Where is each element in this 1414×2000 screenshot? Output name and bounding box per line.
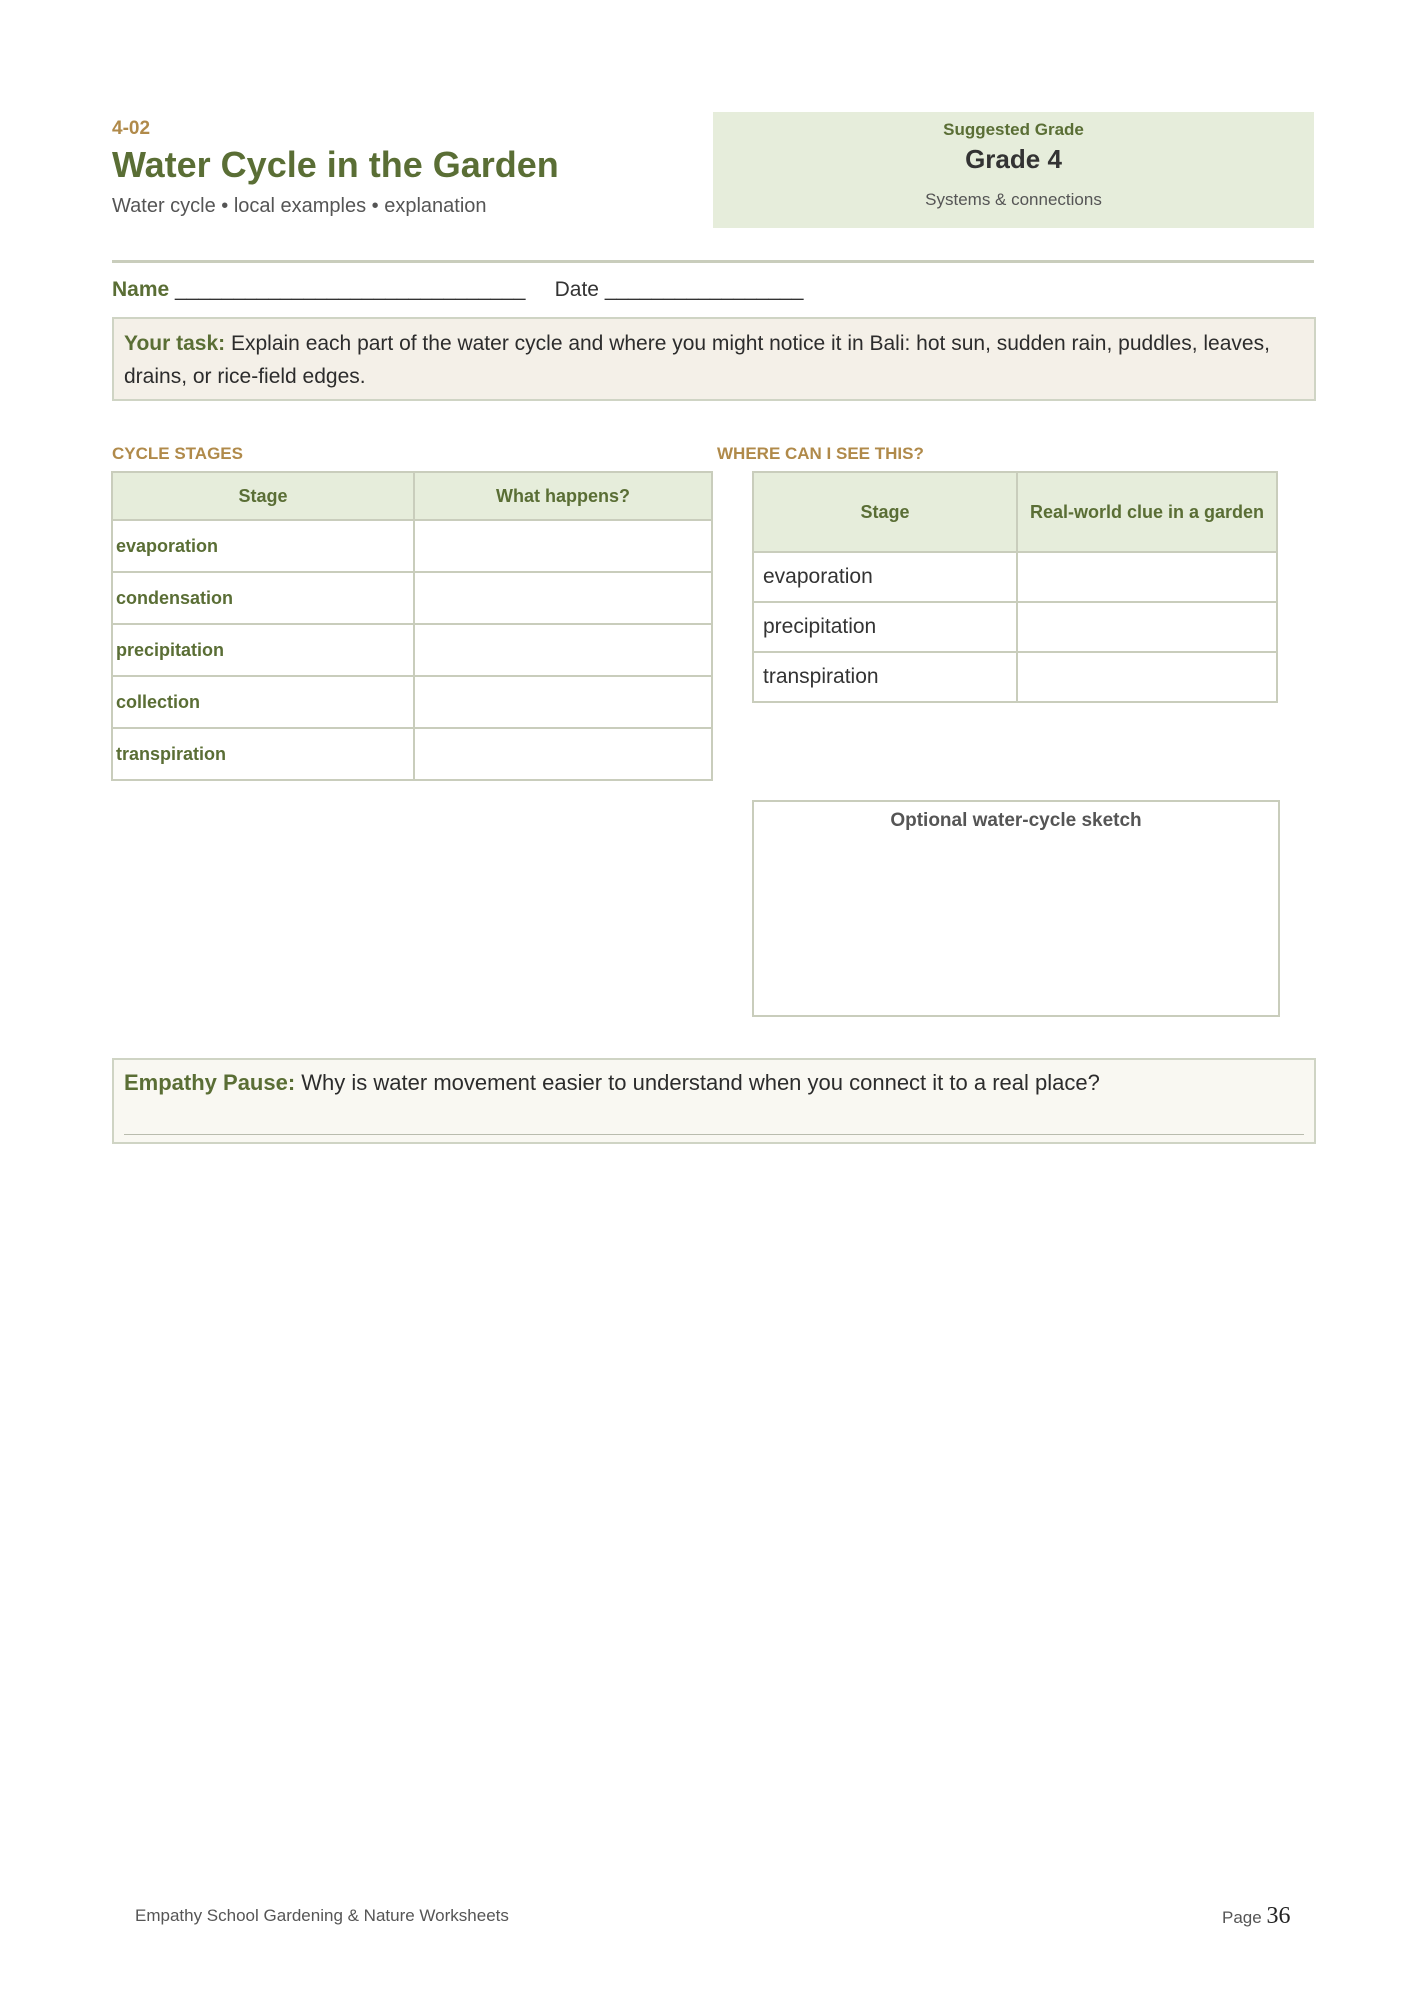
stage-cell: transpiration	[753, 652, 1017, 702]
answer-cell[interactable]	[1017, 552, 1277, 602]
stage-cell: condensation	[112, 572, 414, 624]
grade-box	[713, 112, 1314, 228]
table-row	[753, 552, 1277, 602]
table-row	[112, 728, 712, 780]
page-subtitle: Water cycle • local examples • explanation	[112, 195, 487, 217]
empathy-box	[112, 1058, 1316, 1144]
cycle-stages-table	[111, 471, 713, 781]
answer-cell[interactable]	[1017, 602, 1277, 652]
stage-cell: collection	[112, 676, 414, 728]
table-row	[753, 602, 1277, 652]
name-date-line	[112, 278, 803, 302]
column-header: Real-world clue in a garden	[1017, 472, 1277, 552]
name-blank[interactable]: ______________________________	[175, 278, 526, 301]
answer-cell[interactable]	[1017, 652, 1277, 702]
table-row	[112, 520, 712, 572]
footer-title: Empathy School Gardening & Nature Worksheets	[135, 1906, 509, 1925]
table-header-row	[753, 472, 1277, 552]
stage-cell: evaporation	[753, 552, 1017, 602]
date-blank[interactable]: _________________	[604, 278, 804, 301]
page-number-value: 36	[1266, 1903, 1291, 1929]
page-number	[1222, 1903, 1290, 1930]
table-row	[112, 624, 712, 676]
grade-label: Suggested Grade	[943, 120, 1084, 139]
task-label: Your task:	[124, 332, 226, 355]
column-header: Stage	[112, 472, 414, 520]
answer-cell[interactable]	[414, 728, 712, 780]
sketch-box[interactable]	[752, 800, 1280, 1017]
name-label: Name	[112, 278, 170, 301]
date-label: Date	[554, 278, 599, 301]
table-row	[112, 676, 712, 728]
answer-line[interactable]	[124, 1134, 1304, 1135]
sketch-label: Optional water-cycle sketch	[890, 810, 1142, 831]
column-header: What happens?	[414, 472, 712, 520]
table-header-row	[112, 472, 712, 520]
header-divider	[112, 260, 1314, 263]
worksheet-code: 4-02	[112, 118, 151, 139]
stage-cell: evaporation	[112, 520, 414, 572]
where-heading: WHERE CAN I SEE THIS?	[717, 444, 924, 463]
answer-cell[interactable]	[414, 520, 712, 572]
cycle-stages-heading: CYCLE STAGES	[112, 444, 243, 463]
answer-cell[interactable]	[414, 572, 712, 624]
empathy-label: Empathy Pause:	[124, 1070, 296, 1095]
stage-cell: transpiration	[112, 728, 414, 780]
table-row	[112, 572, 712, 624]
task-text: Explain each part of the water cycle and where you might notice it in Bali: hot sun, sudden rain, puddles, leaves, drains, or rice-field edges.	[124, 332, 1270, 388]
task-box	[112, 317, 1316, 401]
answer-cell[interactable]	[414, 676, 712, 728]
page-title: Water Cycle in the Garden	[112, 144, 559, 185]
grade-note: Systems & connections	[925, 190, 1102, 209]
stage-cell: precipitation	[753, 602, 1017, 652]
empathy-prompt	[124, 1070, 1100, 1096]
column-header: Stage	[753, 472, 1017, 552]
grade-value: Grade 4	[965, 144, 1062, 174]
page-label: Page	[1222, 1908, 1262, 1927]
stage-cell: precipitation	[112, 624, 414, 676]
table-row	[753, 652, 1277, 702]
answer-cell[interactable]	[414, 624, 712, 676]
empathy-text: Why is water movement easier to understand when you connect it to a real place?	[301, 1070, 1100, 1095]
where-table	[752, 471, 1278, 703]
